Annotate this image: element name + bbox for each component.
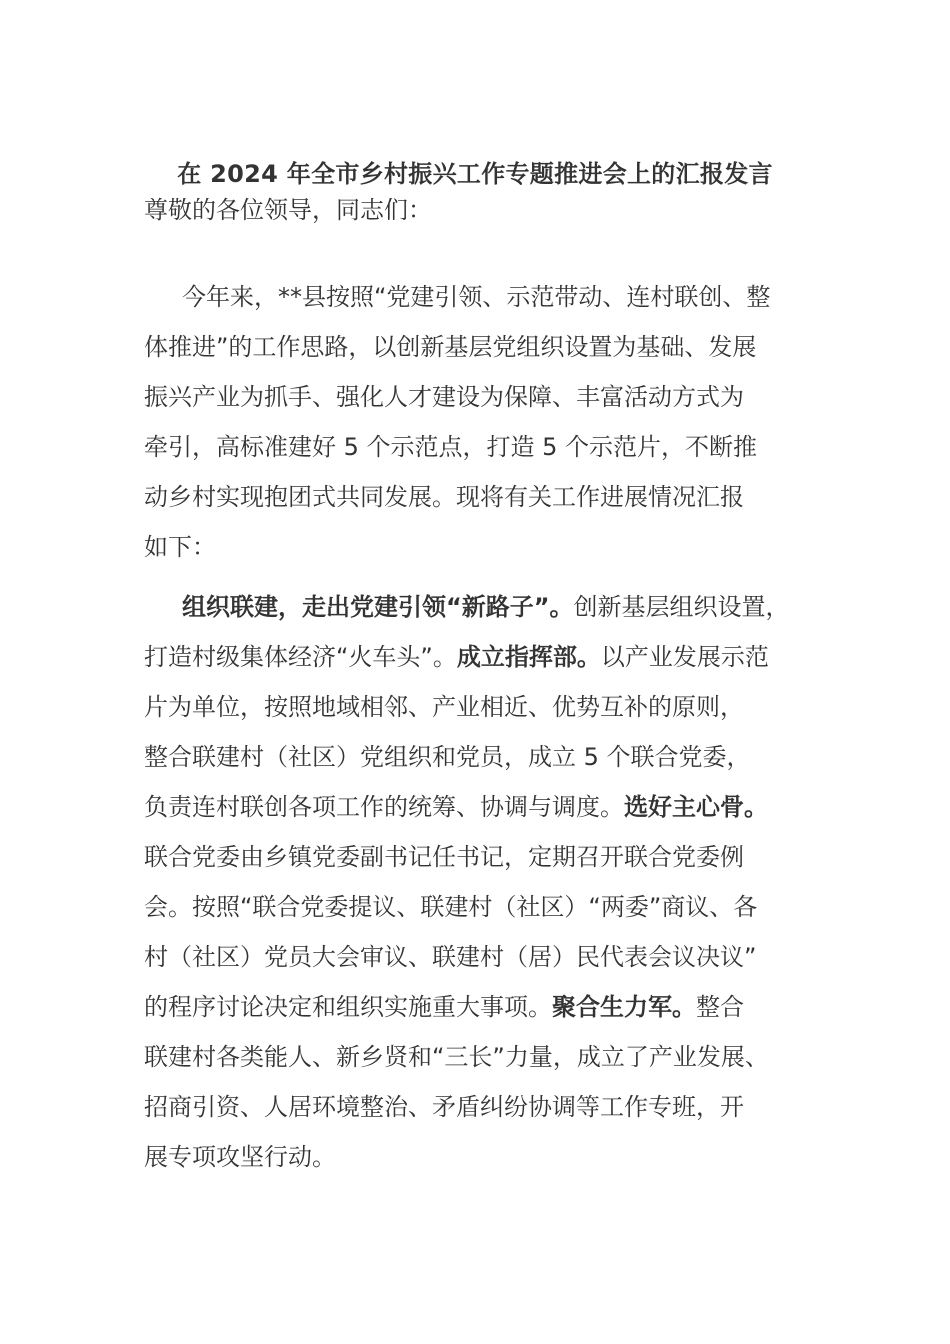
salutation: 尊敬的各位领导，同志们： (144, 196, 432, 224)
subheading-new-force: 聚合生力军。 (552, 993, 696, 1021)
paragraph-line (144, 982, 864, 1032)
paragraph-line: 片为单位，按照地域相邻、产业相近、优势互补的原则， (144, 693, 744, 721)
paragraph-line: 展专项攻坚行动。 (144, 1143, 336, 1171)
paragraph-text: 整合 (696, 993, 744, 1021)
document-title: 在 2024 年全市乡村振兴工作专题推进会上的汇报发言 (177, 160, 773, 188)
paragraph-text: 打造村级集体经济“火车头”。 (144, 643, 457, 671)
intro-paragraph (144, 272, 864, 572)
paragraph-line: 联建村各类能人、新乡贤和“三长”力量，成立了产业发展、 (144, 1043, 769, 1071)
paragraph-line: 动乡村实现抱团式共同发展。现将有关工作进展情况汇报 (144, 483, 744, 511)
paragraph-line: 牵引，高标准建好 5 个示范点，打造 5 个示范片，不断推 (144, 433, 758, 461)
paragraph-line (144, 782, 864, 832)
paragraph-line: 体推进”的工作思路，以创新基层党组织设置为基础、发展 (144, 333, 757, 361)
section-paragraph (144, 582, 864, 1182)
paragraph-text: 的程序讨论决定和组织实施重大事项。 (144, 993, 552, 1021)
paragraph-line (144, 632, 864, 682)
paragraph-line: 振兴产业为抓手、强化人才建设为保障、丰富活动方式为 (144, 383, 744, 411)
paragraph-text: 创新基层组织设置， (573, 593, 790, 621)
paragraph-line: 如下： (144, 533, 216, 561)
paragraph-line: 今年来，**县按照“党建引领、示范带动、连村联创、整 (182, 283, 771, 311)
paragraph-text: 以产业发展示范 (600, 643, 769, 671)
subheading-backbone: 选好主心骨。 (624, 793, 768, 821)
subheading-command-center: 成立指挥部。 (456, 643, 601, 671)
paragraph-line: 联合党委由乡镇党委副书记任书记，定期召开联合党委例 (144, 843, 744, 871)
paragraph-line (144, 582, 864, 632)
paragraph-line: 招商引资、人居环境整治、矛盾纠纷协调等工作专班，开 (144, 1093, 744, 1121)
paragraph-line: 整合联建村（社区）党组织和党员，成立 5 个联合党委， (144, 743, 751, 771)
paragraph-text: 负责连村联创各项工作的统筹、协调与调度。 (144, 793, 624, 821)
paragraph-line: 村（社区）党员大会审议、联建村（居）民代表会议决议” (144, 943, 757, 971)
section-heading: 组织联建，走出党建引领“新路子”。 (182, 593, 574, 621)
paragraph-line: 会。按照“联合党委提议、联建村（社区）“两委”商议、各 (144, 893, 758, 921)
